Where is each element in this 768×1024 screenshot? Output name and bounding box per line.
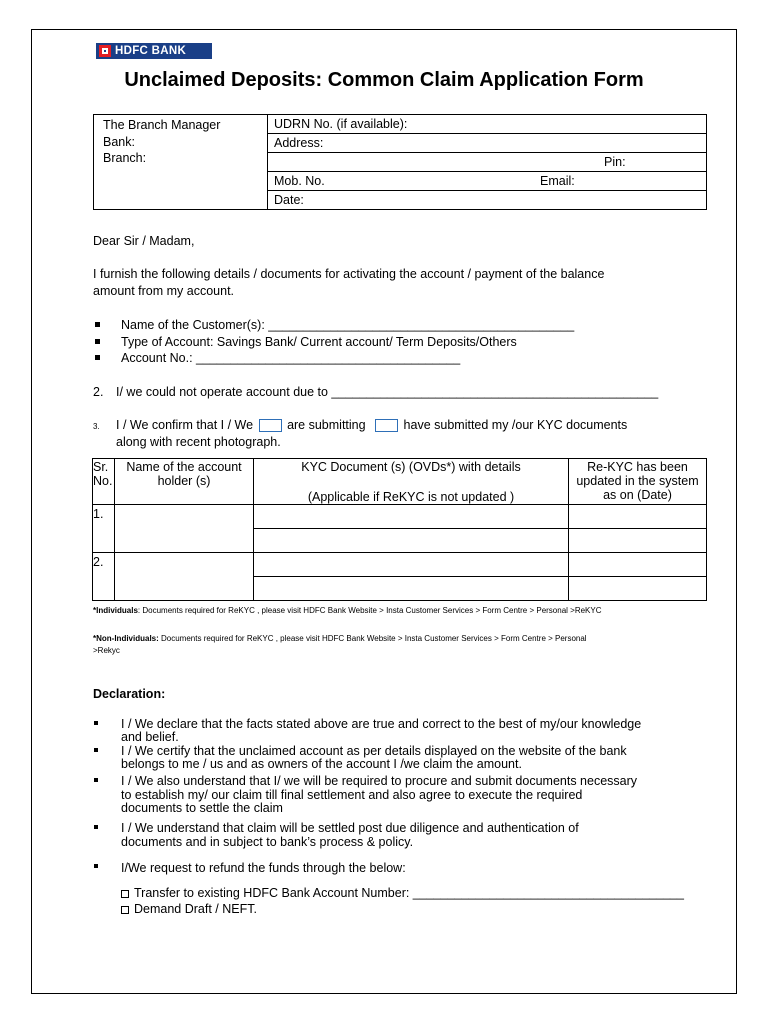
addressee-cell — [94, 115, 268, 210]
individuals-note — [93, 606, 602, 615]
non-individuals-note-line-2: >Rekyc — [93, 646, 120, 655]
account-holder-cell[interactable] — [115, 553, 254, 601]
account-holder-cell[interactable] — [115, 505, 254, 553]
intro-line-1: I furnish the following details / documents for activating the account / payment of the balance — [93, 267, 605, 281]
declaration-1-line-2: and belief. — [121, 730, 179, 744]
bullet-icon — [94, 825, 98, 829]
sr-no-header — [93, 459, 115, 505]
transfer-checkbox[interactable] — [121, 890, 129, 898]
doc-header-line-2: (Applicable if ReKYC is not updated ) — [307, 490, 515, 504]
address-field[interactable] — [268, 134, 707, 153]
declaration-2-line-2: belongs to me / us and as owners of the account I /we claim the amount. — [121, 757, 522, 771]
address-header-table — [93, 114, 707, 210]
demand-draft-checkbox[interactable] — [121, 906, 129, 914]
bullet-icon — [95, 322, 100, 327]
rekyc-date-cell[interactable] — [569, 553, 707, 577]
declaration-4-line-1: I / We understand that claim will be settled post due diligence and authentication of — [121, 821, 579, 835]
rekyc-date-cell[interactable] — [569, 505, 707, 529]
bullet-icon — [95, 339, 100, 344]
refund-option-transfer — [121, 886, 684, 900]
confirm-text-1: I / We confirm that I / We — [116, 418, 254, 432]
individuals-text: : Documents required for ReKYC , please visit HDFC Bank Website > Insta Customer Services > Form Centre > Personal >ReKYC — [137, 606, 602, 615]
kyc-table — [92, 458, 707, 601]
confirm-text-3: have submitted my /our KYC documents — [403, 418, 628, 432]
bullet-icon — [95, 355, 100, 360]
pin-field[interactable] — [268, 153, 707, 172]
table-row — [93, 553, 707, 577]
branch-label: Branch: — [103, 151, 147, 165]
kyc-document-cell[interactable] — [254, 505, 569, 529]
branch-manager-label: The Branch Manager — [103, 118, 221, 132]
holder-header-line-2: holder (s) — [157, 474, 211, 488]
non-individuals-label: *Non-Individuals: — [93, 634, 159, 643]
sr-no-cell: 1. — [93, 505, 115, 553]
kyc-document-cell[interactable] — [254, 577, 569, 601]
declaration-1-line-1: I / We declare that the facts stated above are true and correct to the best of my/our knowledge — [121, 717, 642, 731]
pin-label: Pin: — [604, 155, 626, 169]
udrn-field[interactable] — [268, 115, 707, 134]
rekyc-header-line-1: Re-KYC has been — [587, 460, 688, 474]
declaration-3-line-1: I / We also understand that I/ we will be required to procure and submit documents necessary — [121, 774, 638, 788]
customer-name-line: Name of the Customer(s): ____________________________________________ — [121, 318, 575, 332]
date-label: Date: — [274, 193, 304, 207]
rekyc-header-line-3: as on (Date) — [603, 488, 672, 502]
form-title: Unclaimed Deposits: Common Claim Application Form — [124, 69, 644, 91]
rekyc-date-cell[interactable] — [569, 577, 707, 601]
declaration-item-2 — [121, 745, 627, 771]
hdfc-logo-icon — [99, 45, 111, 57]
bank-label: Bank: — [103, 134, 135, 149]
table-row — [93, 505, 707, 529]
refund-request-text: I/We request to refund the funds through the below: — [121, 861, 406, 875]
item-3-number: 3. — [93, 422, 100, 431]
salutation: Dear Sir / Madam, — [93, 234, 195, 248]
declaration-item-1 — [121, 718, 641, 744]
kyc-document-cell[interactable] — [254, 553, 569, 577]
declaration-2-line-1: I / We certify that the unclaimed account as per details displayed on the website of the bank — [121, 744, 627, 758]
item-2-number: 2. — [93, 385, 104, 399]
bullet-icon — [94, 721, 98, 725]
bullet-icon — [94, 778, 98, 782]
account-number-line: Account No.: ______________________________________ — [121, 351, 461, 365]
bullet-icon — [94, 864, 98, 868]
address-label: Address: — [274, 136, 324, 150]
declaration-heading: Declaration: — [93, 687, 166, 701]
kyc-document-header — [254, 459, 569, 505]
declaration-3-line-2: to establish my/ our claim till final settlement and also agree to execute the required — [121, 787, 583, 802]
declaration-item-3 — [121, 775, 637, 816]
declaration-3-line-3: documents to settle the claim — [121, 801, 283, 815]
mobile-email-field[interactable] — [268, 172, 707, 191]
individuals-label: *Individuals — [93, 606, 138, 615]
mobile-label: Mob. No. — [274, 174, 325, 188]
are-submitting-checkbox[interactable] — [259, 419, 282, 432]
item-3-line-2: along with recent photograph. — [116, 435, 281, 449]
confirm-text-2: are submitting — [287, 418, 366, 432]
date-field[interactable] — [268, 191, 707, 210]
demand-draft-option-label: Demand Draft / NEFT. — [134, 902, 257, 916]
sr-header-line-2: No. — [93, 474, 113, 488]
account-type-line: Type of Account: Savings Bank/ Current account/ Term Deposits/Others — [121, 335, 517, 349]
intro-line-2: amount from my account. — [93, 284, 235, 298]
rekyc-date-cell[interactable] — [569, 529, 707, 553]
sr-no-cell: 2. — [93, 553, 115, 601]
hdfc-bank-logo — [96, 43, 212, 59]
holder-header-line-1: Name of the account — [126, 460, 242, 474]
kyc-confirmation-line — [116, 418, 627, 432]
kyc-document-cell[interactable] — [254, 529, 569, 553]
bullet-icon — [94, 748, 98, 752]
refund-option-dd — [121, 902, 257, 916]
non-individuals-text: Documents required for ReKYC , please visit HDFC Bank Website > Insta Customer Services > Form Centre > Personal — [158, 634, 587, 643]
declaration-item-4 — [121, 822, 579, 849]
non-individuals-note — [93, 634, 587, 643]
declaration-4-line-2: documents and in subject to bank’s process & policy. — [121, 834, 414, 849]
transfer-option-label: Transfer to existing HDFC Bank Account Number: _______________________________________ — [134, 886, 684, 900]
doc-header-line-1: KYC Document (s) (OVDs*) with details — [301, 460, 521, 474]
item-2-text: I/ we could not operate account due to _______________________________________________ — [116, 385, 659, 399]
brand-name: HDFC BANK — [115, 45, 187, 57]
account-holder-header — [115, 459, 254, 505]
rekyc-header — [569, 459, 707, 505]
sr-header-line-1: Sr. — [93, 460, 109, 474]
email-label: Email: — [540, 174, 575, 188]
have-submitted-checkbox[interactable] — [375, 419, 398, 432]
udrn-label: UDRN No. (if available): — [274, 117, 408, 131]
rekyc-header-line-2: updated in the system — [576, 474, 699, 488]
